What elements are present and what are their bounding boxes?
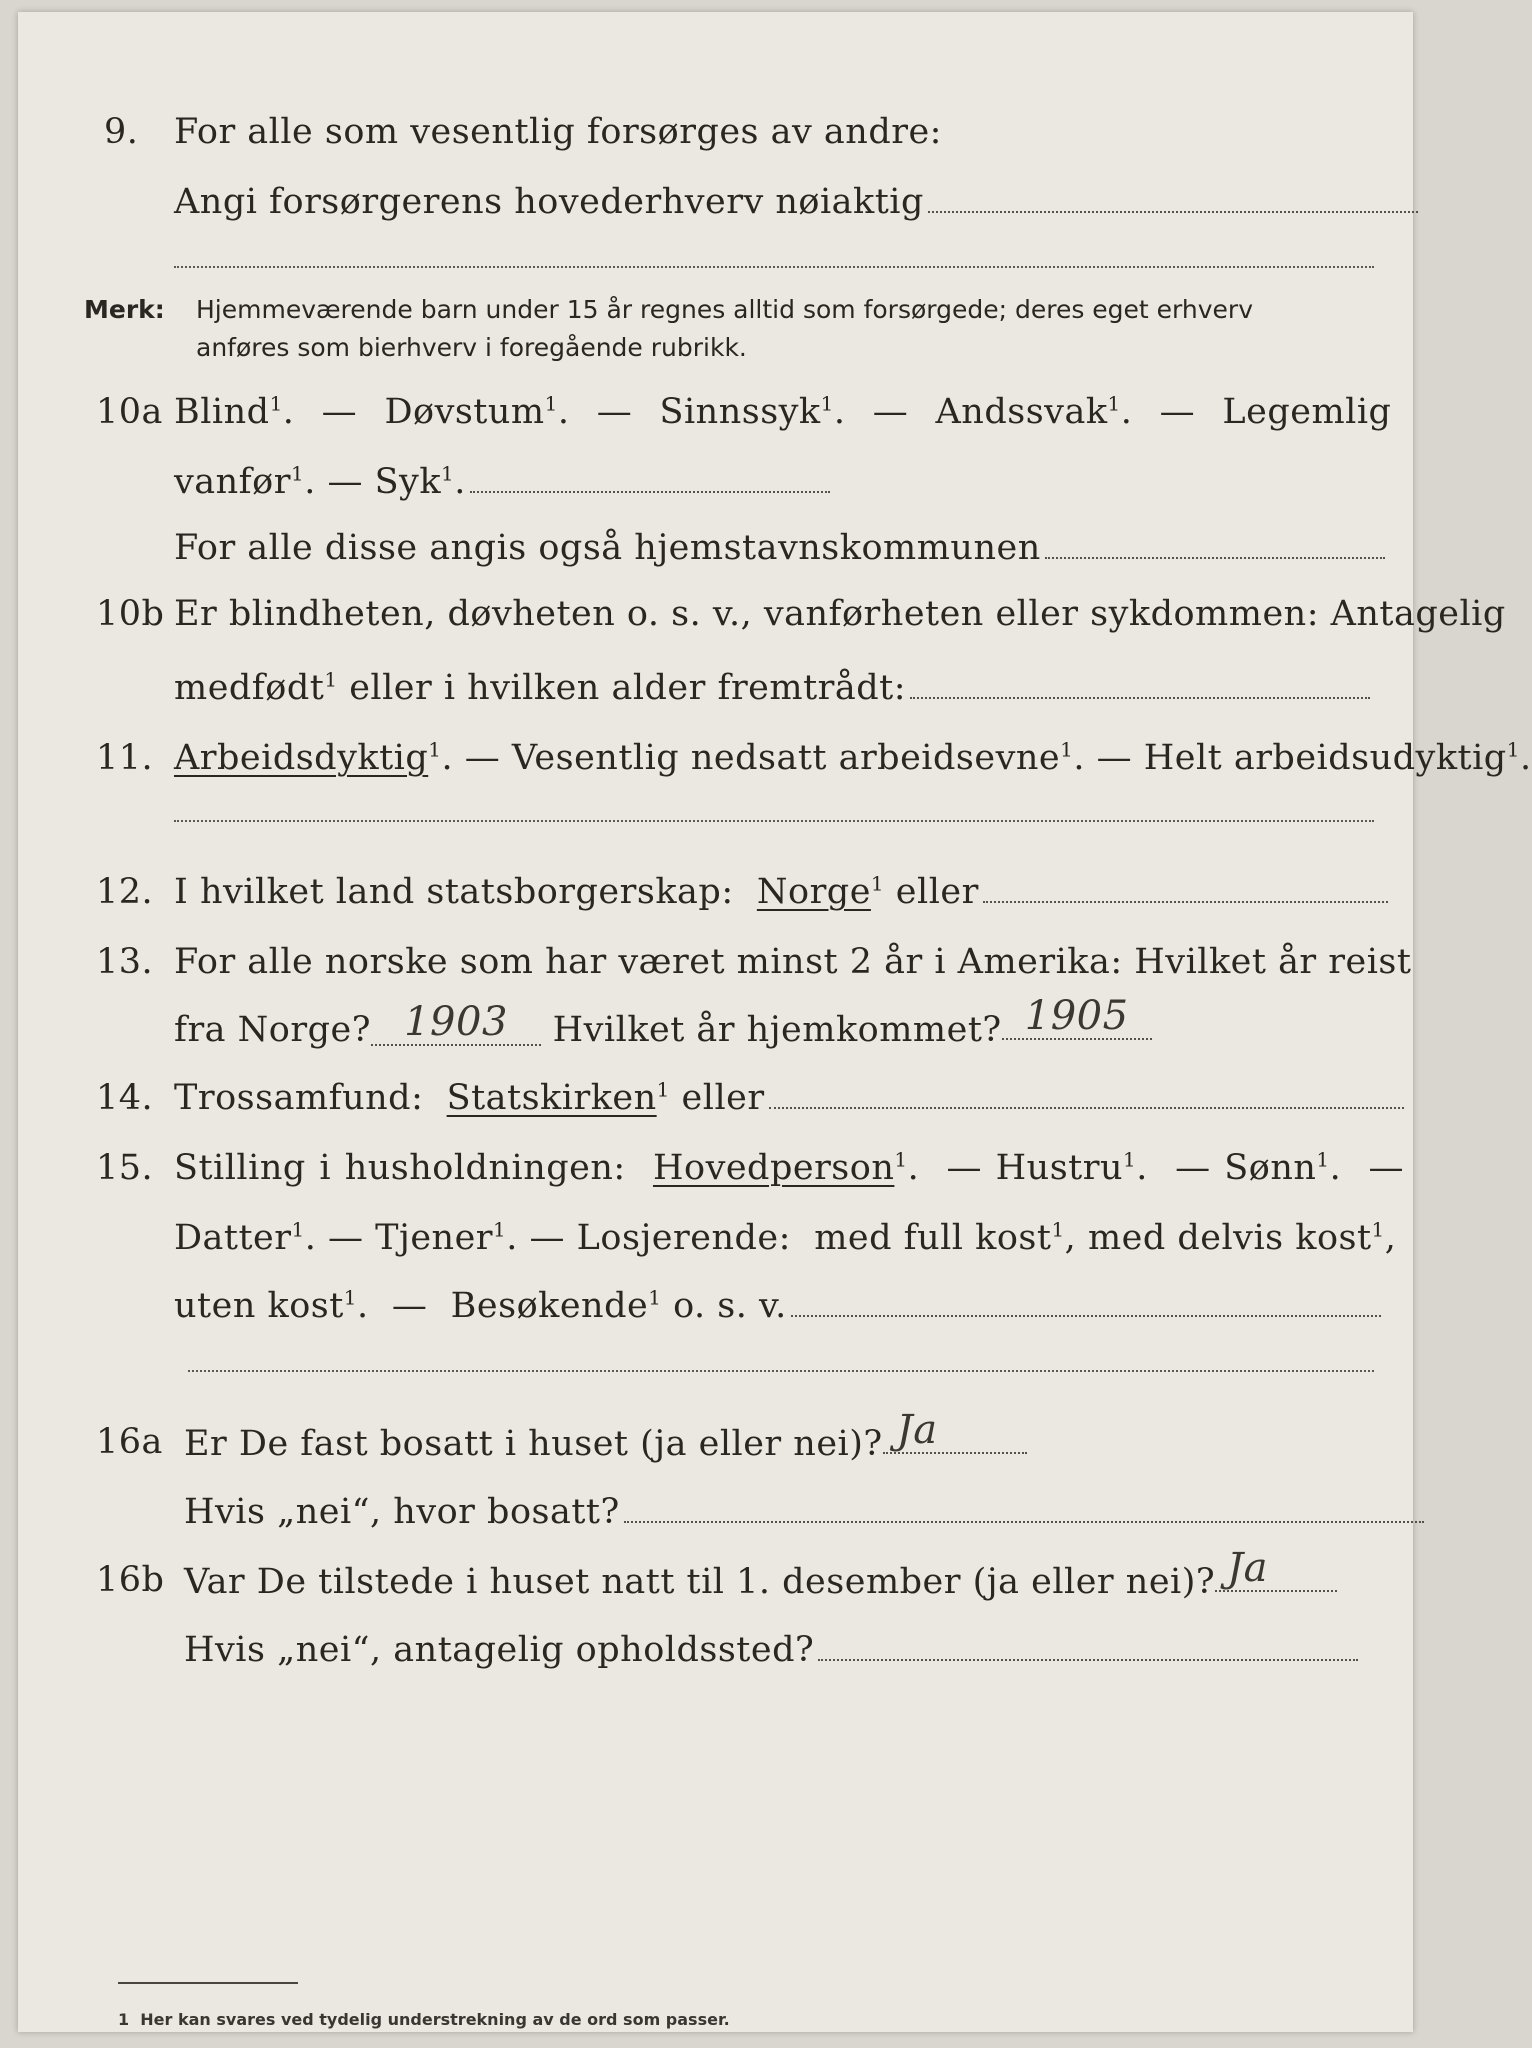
q15-number: 15. xyxy=(96,1148,154,1188)
option-udyktig[interactable]: Helt arbeidsudyktig$^1$ xyxy=(1143,737,1520,778)
q15-answer-line[interactable] xyxy=(188,1370,1374,1372)
option-datter[interactable]: Datter$^1$ xyxy=(174,1217,305,1258)
q9-text: For alle som vesentlig forsørges av andre: xyxy=(174,112,942,152)
q13-answer-reist[interactable]: 1903 xyxy=(371,1000,541,1046)
q16b-opholdssted-field[interactable] xyxy=(818,1655,1358,1661)
q12-text: I hvilket land statsborgerskap: xyxy=(174,872,734,912)
q16a-answer[interactable]: Ja xyxy=(883,1408,1027,1454)
q16b-answer[interactable]: Ja xyxy=(1215,1546,1337,1592)
q13-number: 13. xyxy=(96,942,154,982)
option-besokende[interactable]: Besøkende$^1$ xyxy=(450,1285,662,1326)
option-hovedperson[interactable]: Hovedperson xyxy=(652,1148,895,1188)
q14-number: 14. xyxy=(96,1078,154,1118)
census-form-page: 9. For alle som vesentlig forsørges av andre: Angi forsørgerens hovederhverv nøiaktig Merk: Hjemmeværende barn under 15 år regnes alltid som forsørgede; deres eget erhverv anføres som bierhverv i foregående rubrikk. 10a Blind$^1$. — Døvstum$^1$. — Sinnssyk$^1$. — Andssvak$^1$. — Legemlig vanfør$^1$. — Syk$^1$. For alle disse angis også hjemstavnskommunen 10b Er blindheten, døvheten o. s. v., vanførheten eller sykdommen: Antagelig medfødt$^1$ eller i hvilken alder fremtrådt: 11. Arbeidsdyktig$^1$. — Vesentlig nedsatt arbeidsevne$^1$. — Helt arbeidsudyktig$^1$. 12. I hvilket land statsborgerskap: Norge$^1$ eller 13. For alle norske som har været minst 2 år i Amerika: Hvilket år reist fra Norge? 1903 Hvilket år hjemkommet? 1905 14. Trossamfund: Statskirken$^1$ eller 15. Stilling i husholdningen: Hovedperson$^1$. — Hustru$^1$. — Sønn$^1$. — Datter$^1$. — Tjener$^1$. — Losjerende: med full kost$^1$, med delvis kost$^1$, uten kost$^1$. — Besøkende$^1$ o. s. v. 16a Er De fast bosatt i huset (ja eller nei)? Ja Hvis „nei“, hvor bosatt? 16b Var De tilstede i huset natt til 1. desember (ja eller nei)? Ja Hvis „nei“, antagelig opholdssted? 1 Her kan svares ved tydelig understrekning av de ord som passer. xyxy=(18,12,1413,2032)
merk-text-2: anføres som bierhverv i foregående rubrikk. xyxy=(196,333,747,362)
footnote-mark: 1 xyxy=(118,2010,130,2029)
alder-label: eller i hvilken alder fremtrådt: xyxy=(349,668,907,708)
option-sinnssyk[interactable]: Sinnssyk$^1$ xyxy=(659,391,834,432)
option-blind[interactable]: Blind$^1$ xyxy=(174,391,283,432)
q9-answer-field[interactable] xyxy=(928,207,1418,213)
option-vanfor[interactable]: vanfør$^1$ xyxy=(174,461,305,502)
option-tjener[interactable]: Tjener$^1$ xyxy=(375,1217,507,1258)
q12-number: 12. xyxy=(96,872,154,912)
q13-answer-hjemkommet[interactable]: 1905 xyxy=(1002,994,1152,1040)
q10a-number: 10a xyxy=(96,392,163,432)
option-legemlig[interactable]: Legemlig xyxy=(1222,392,1392,432)
q10b-number: 10b xyxy=(96,594,165,634)
option-syk[interactable]: Syk$^1$ xyxy=(374,461,455,502)
footnote-rule xyxy=(118,1982,298,1984)
merk-label: Merk: xyxy=(84,295,165,324)
option-arbeidsdyktig[interactable]: Arbeidsdyktig xyxy=(174,738,429,778)
q13-text: For alle norske som har været minst 2 år i Amerika: Hvilket år reist xyxy=(174,942,1412,982)
q16a-bosatt-field[interactable] xyxy=(624,1517,1424,1523)
merk-text-1: Hjemmeværende barn under 15 år regnes alltid som forsørgede; deres eget erhverv xyxy=(196,295,1253,324)
footnote xyxy=(118,2010,730,2029)
q9-occupation-label: Angi forsørgerens hovederhverv nøiaktig xyxy=(174,182,924,222)
option-nedsatt[interactable]: Vesentlig nedsatt arbeidsevne$^1$ xyxy=(511,737,1074,778)
hjemstavn-field[interactable] xyxy=(1045,553,1385,559)
q15-field[interactable] xyxy=(791,1311,1381,1317)
q12-field[interactable] xyxy=(983,897,1388,903)
q10b-text: Er blindheten, døvheten o. s. v., vanførheten eller sykdommen: Antagelig xyxy=(174,594,1506,634)
q16a-number: 16a xyxy=(96,1422,163,1462)
option-delvis-kost[interactable]: med delvis kost$^1$ xyxy=(1087,1217,1385,1258)
option-full-kost[interactable]: med full kost$^1$ xyxy=(814,1217,1065,1258)
option-statskirken[interactable]: Statskirken xyxy=(446,1078,657,1118)
option-norge[interactable]: Norge xyxy=(756,872,871,912)
q11-answer-line[interactable] xyxy=(174,820,1374,822)
option-medfodt[interactable]: medfødt$^1$ xyxy=(174,667,338,708)
option-sonn[interactable]: Sønn$^1$ xyxy=(1224,1147,1330,1188)
q9-number: 9. xyxy=(104,112,139,152)
q11-number: 11. xyxy=(96,738,154,778)
q16b-number: 16b xyxy=(96,1560,165,1600)
hjemstavn-label: For alle disse angis også hjemstavnskommunen xyxy=(174,528,1041,568)
q9-answer-line2[interactable] xyxy=(174,266,1374,268)
option-hustru[interactable]: Hustru$^1$ xyxy=(995,1147,1137,1188)
q10a-syk-field[interactable] xyxy=(470,487,830,493)
option-dovstum[interactable]: Døvstum$^1$ xyxy=(384,391,558,432)
option-uten-kost[interactable]: uten kost$^1$ xyxy=(174,1285,358,1326)
alder-field[interactable] xyxy=(910,693,1370,699)
option-andssvak[interactable]: Andssvak$^1$ xyxy=(935,391,1121,432)
q14-field[interactable] xyxy=(769,1103,1404,1109)
footnote-text: Her kan svares ved tydelig understrekning av de ord som passer. xyxy=(140,2010,730,2029)
